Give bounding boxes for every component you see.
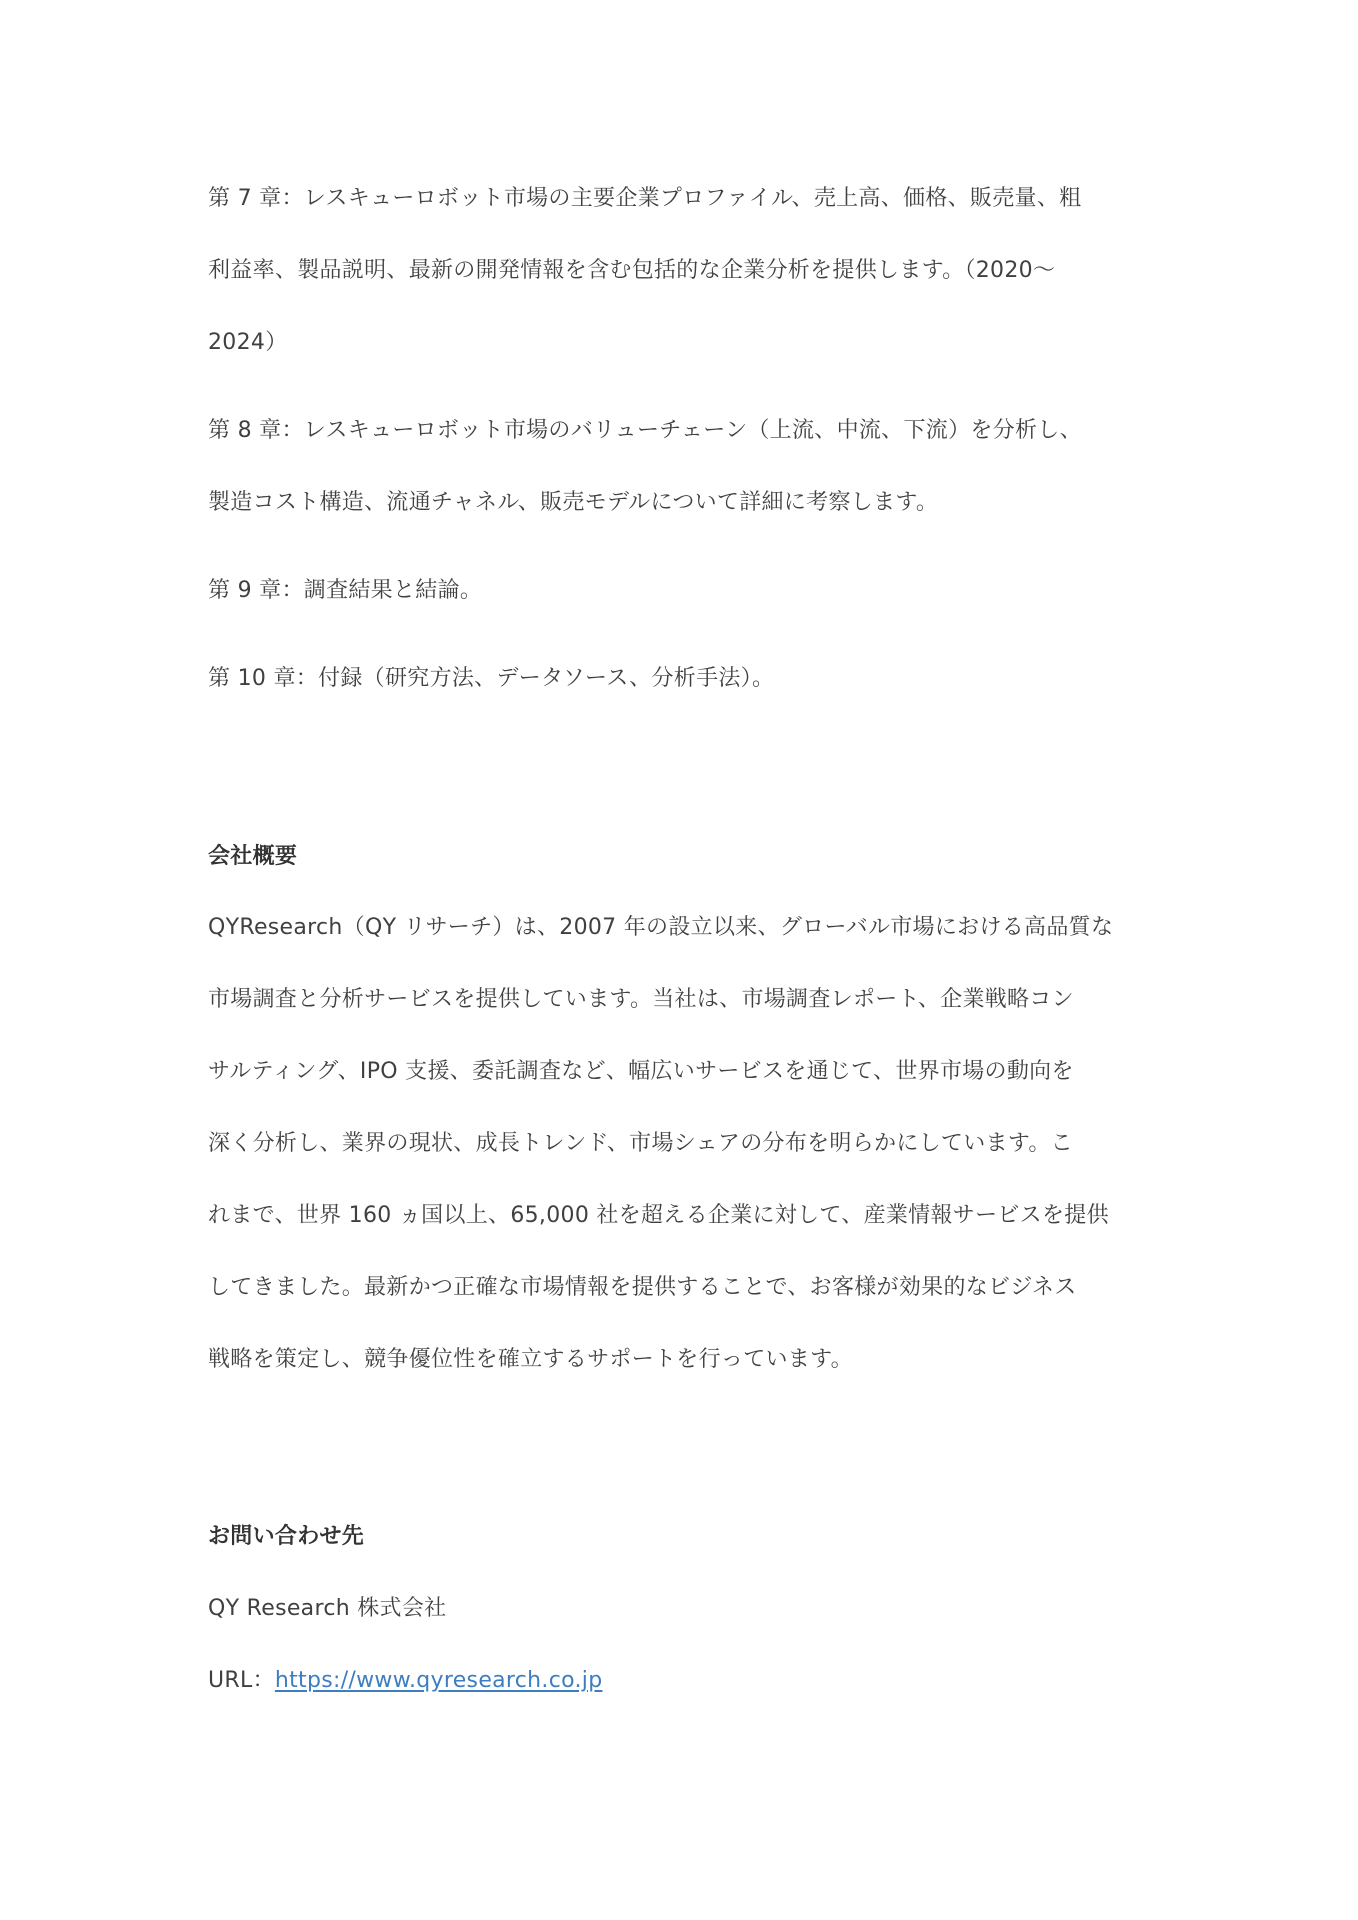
chapter-9: 第 9 章：調査結果と結論。 [208, 578, 483, 603]
company-line: サルティング、IPO 支援、委託調査など、幅広いサービスを通じて、世界市場の動向を [208, 1059, 1074, 1084]
chapter-7-line-3: 2024） [208, 330, 288, 355]
contact-url-row [208, 1666, 1168, 1696]
company-heading: 会社概要 [208, 844, 298, 869]
company-line: 市場調査と分析サービスを提供しています。当社は、市場調査レポート、企業戦略コン [208, 987, 1074, 1012]
company-line: してきました。最新かつ正確な市場情報を提供することで、お客様が効果的なビジネス [208, 1275, 1077, 1300]
contact-heading: お問い合わせ先 [208, 1524, 365, 1549]
chapter-7-line-2: 利益率、製品説明、最新の開発情報を含む包括的な企業分析を提供します。（2020～ [208, 258, 1056, 283]
chapter-10: 第 10 章：付録（研究方法、データソース、分析手法）。 [208, 666, 775, 691]
contact-company-name: QY Research 株式会社 [208, 1596, 447, 1621]
chapter-8-line-2: 製造コスト構造、流通チャネル、販売モデルについて詳細に考察します。 [208, 490, 939, 515]
website-link[interactable]: https://www.qyresearch.co.jp [274, 1668, 603, 1693]
company-line: れまで、世界 160 ヵ国以上、65,000 社を超える企業に対して、産業情報サービスを提供 [208, 1203, 1109, 1228]
chapter-8-line-1: 第 8 章：レスキューロボット市場のバリューチェーン（上流、中流、下流）を分析し、 [208, 418, 1082, 443]
company-line: QYResearch（QY リサーチ）は、2007 年の設立以来、グローバル市場における高品質な [208, 915, 1114, 940]
url-label: URL： [208, 1668, 275, 1693]
company-line: 戦略を策定し、競争優位性を確立するサポートを行っています。 [208, 1347, 853, 1372]
chapter-7-line-1: 第 7 章：レスキューロボット市場の主要企業プロファイル、売上高、価格、販売量、粗 [208, 186, 1082, 211]
company-line: 深く分析し、業界の現状、成長トレンド、市場シェアの分布を明らかにしています。こ [208, 1131, 1073, 1156]
